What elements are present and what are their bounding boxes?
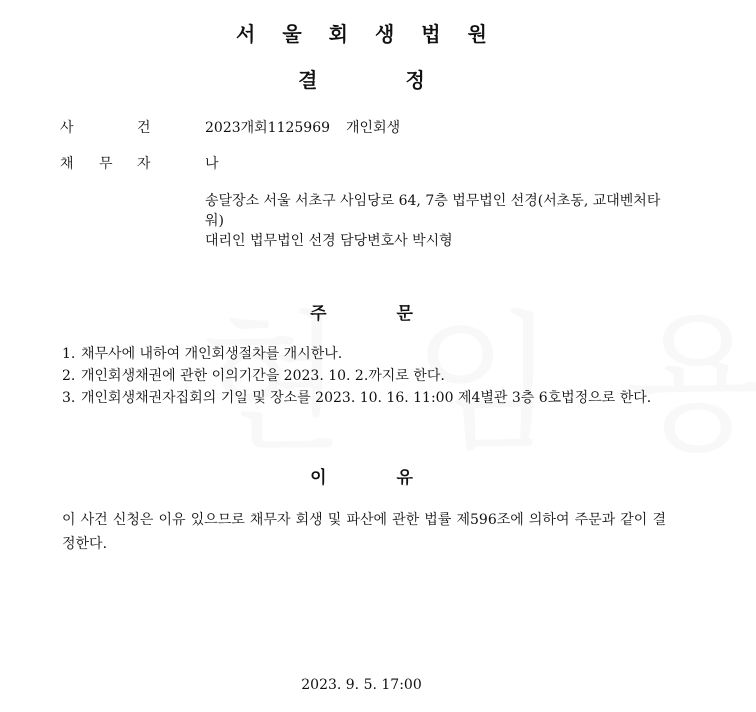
order-list (62, 343, 666, 409)
order-item (62, 387, 666, 409)
reason-title-char-1: 이 (310, 468, 327, 488)
reason-title (0, 463, 723, 488)
order-item-text: 채무사에 내하여 개인회생절차를 개시한나. (81, 346, 343, 362)
order-title (0, 299, 723, 324)
service-address-block (205, 191, 665, 251)
case-type: 개인회생 (346, 120, 401, 136)
order-item-number: 2. (62, 368, 76, 384)
service-address: 송달장소 서울 서초구 사임당로 64, 7층 법무법인 선경(서초동, 교대벤처타워) (205, 193, 661, 229)
attorney-info: 대리인 법무법인 선경 담당변호사 박시형 (205, 233, 453, 249)
reason-text: 이 사건 신청은 이유 있으므로 채무자 회생 및 파산에 관한 법률 제596조에 의하여 주문과 같이 결정한다. (62, 512, 666, 552)
order-item (62, 343, 666, 365)
order-item-text: 개인회생채권에 관한 이의기간을 2023. 10. 2.까지로 한다. (81, 368, 445, 384)
case-value (205, 117, 400, 137)
order-title-char-1: 주 (310, 304, 327, 324)
order-item-number: 1. (62, 346, 76, 362)
debtor-label-char-2: 무 (99, 156, 113, 172)
document-type-title: 결정 (298, 68, 513, 92)
order-item (62, 365, 666, 387)
case-label-char-1: 사 (60, 120, 74, 136)
order-item-text: 개인회생채권자집회의 기일 및 장소를 2023. 10. 16. 11:00 제4별관 3층 6호법정으로 한다. (81, 390, 652, 406)
decision-date: 2023. 9. 5. 17:00 (301, 677, 422, 693)
debtor-name: 나 (205, 156, 219, 172)
debtor-label-char-3: 자 (137, 156, 151, 172)
order-title-char-2: 문 (396, 304, 413, 324)
case-number: 2023개회1125969 (205, 120, 331, 136)
court-name: 서울회생법원 (236, 22, 514, 46)
reason-title-char-2: 유 (396, 468, 413, 488)
order-item-number: 3. (62, 390, 76, 406)
case-label-char-2: 건 (137, 120, 151, 136)
debtor-label-char-1: 채 (60, 156, 74, 172)
